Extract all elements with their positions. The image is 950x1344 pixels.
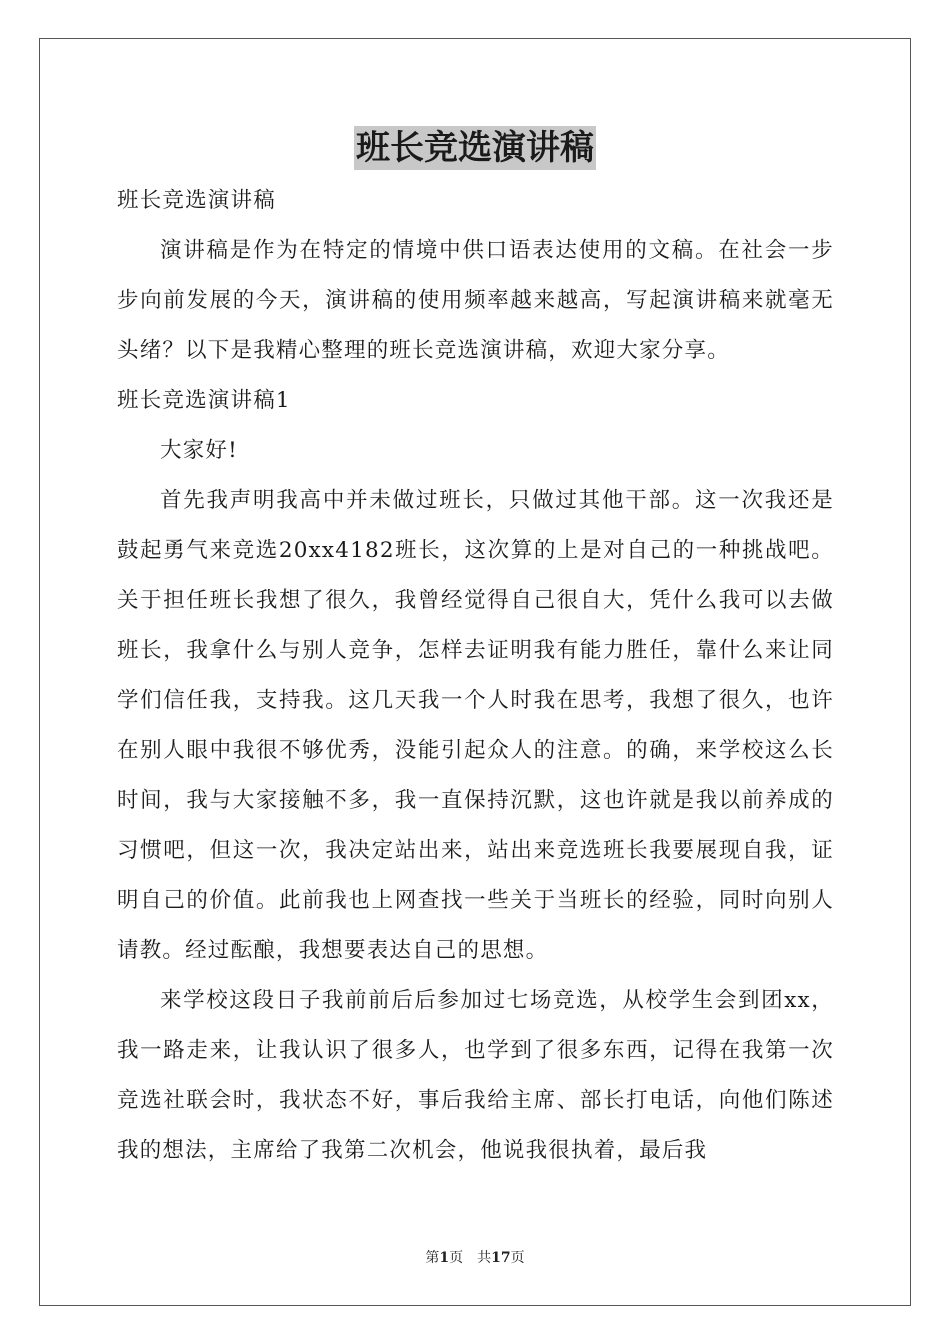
page-footer — [0, 1248, 950, 1268]
total-pages: 17 — [491, 1250, 511, 1266]
paragraph: 大家好! — [160, 438, 238, 463]
page-prefix: 第 — [425, 1250, 440, 1266]
total-prefix: 共 — [477, 1250, 492, 1266]
paragraph: 班长竞选演讲稿 — [117, 188, 276, 213]
paragraph: 首先我声明我高中并未做过班长，只做过其他干部。这一次我还是鼓起勇气来竞选20xx4182班长，这次算的上是对自己的一种挑战吧。关于担任班长我想了很久，我曾经觉得自己很自大，凭什么我可以去做班长，我拿什么与别人竞争，怎样去证明我有能力胜任，靠什么来让同学们信任我，支持我。这几天我一个人时我在思考，我想了很久，也许在别人眼中我很不够优秀，没能引起众人的注意。的确，来学校这么长时间，我与大家接触不多，我一直保持沉默，这也许就是我以前养成的习惯吧，但这一次，我决定站出来，站出来竞选班长我要展现自我，证明自己的价值。此前我也上网查找一些关于当班长的经验，同时向别人请教。经过酝酿，我想要表达自己的思想。 — [117, 488, 834, 963]
title-container — [0, 126, 950, 170]
paragraph: 班长竞选演讲稿1 — [117, 388, 291, 413]
total-suffix: 页 — [510, 1250, 525, 1266]
paragraph: 来学校这段日子我前前后后参加过七场竞选，从校学生会到团xx，我一路走来，让我认识了很多人，也学到了很多东西，记得在我第一次竞选社联会时，我状态不好，事后我给主席、部长打电话，向他们陈述我的想法，主席给了我第二次机会，他说我很执着，最后我 — [117, 988, 834, 1163]
document-body — [117, 176, 834, 1176]
page-suffix: 页 — [449, 1250, 464, 1266]
document-title: 班长竞选演讲稿 — [356, 128, 594, 168]
paragraph: 演讲稿是作为在特定的情境中供口语表达使用的文稿。在社会一步步向前发展的今天，演讲稿的使用频率越来越高，写起演讲稿来就毫无头绪？以下是我精心整理的班长竞选演讲稿，欢迎大家分享。 — [117, 238, 834, 363]
page-number: 1 — [439, 1250, 450, 1266]
